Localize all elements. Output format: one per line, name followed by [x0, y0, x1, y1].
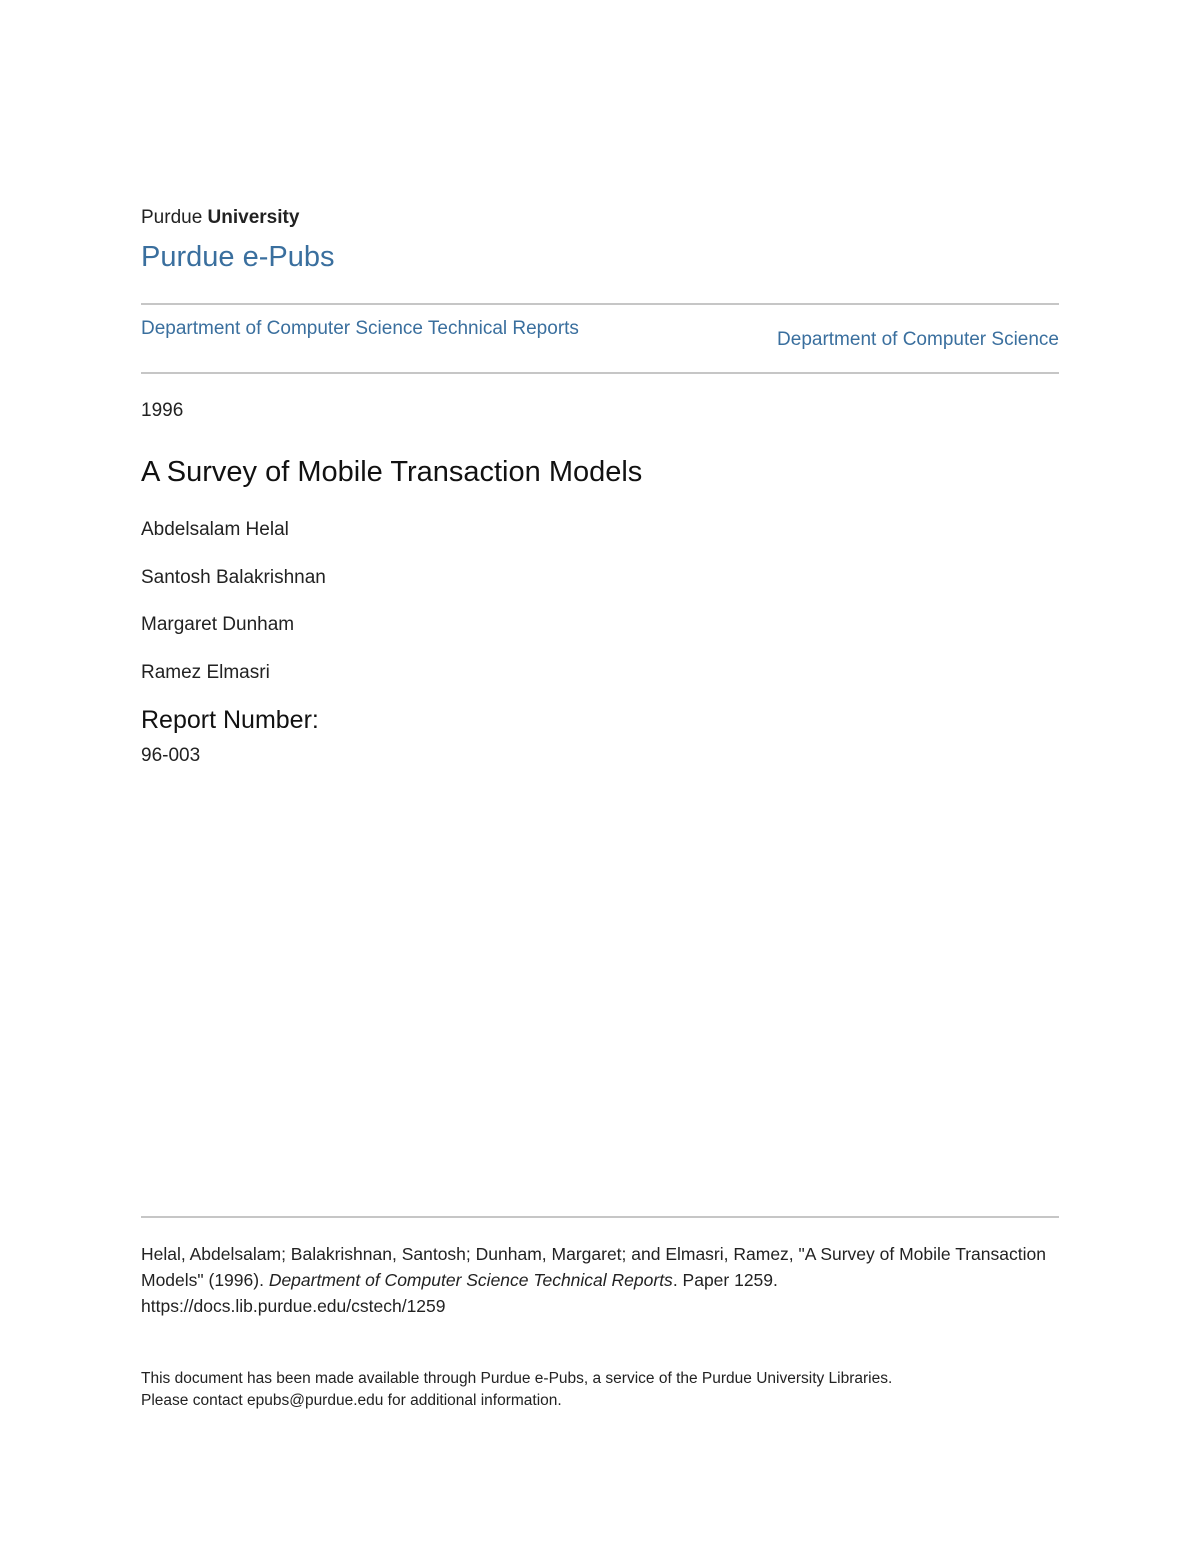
report-number-label: Report Number: — [141, 706, 319, 734]
author-name: Abdelsalam Helal — [141, 519, 289, 540]
document-title: A Survey of Mobile Transaction Models — [141, 456, 643, 488]
author-name: Ramez Elmasri — [141, 661, 270, 683]
citation-url[interactable]: https://docs.lib.purdue.edu/cstech/1259 — [141, 1296, 446, 1316]
author-name: Santosh Balakrishnan — [141, 566, 326, 588]
footer-divider — [141, 1216, 1059, 1218]
citation-block — [141, 1241, 1059, 1319]
citation-journal: Department of Computer Science Technical Reports — [268, 1270, 673, 1290]
report-number: 96-003 — [141, 745, 201, 766]
header-divider-bottom — [141, 372, 1059, 374]
epubs-site-link[interactable]: Purdue e-Pubs — [141, 241, 335, 273]
notice-line-2: Please contact epubs@purdue.edu for additional information. — [141, 1392, 562, 1409]
publication-year: 1996 — [141, 400, 184, 421]
university-name-first: Purdue — [141, 207, 208, 228]
university-name — [141, 207, 299, 229]
citation-text: Helal, Abdelsalam; Balakrishnan, Santosh; Dunham, Margaret; and Elmasri, Ramez, "A Survey of Mobile Transaction Models" (1996). — [141, 1244, 1046, 1290]
series-link[interactable]: Department of Computer Science Technical Reports — [141, 318, 579, 339]
department-link[interactable]: Department of Computer Science — [777, 329, 1059, 350]
citation-paper: . Paper 1259. — [672, 1270, 778, 1290]
notice-line-1: This document has been made available through Purdue e-Pubs, a service of the Purdue University Libraries. — [141, 1370, 893, 1387]
availability-notice — [141, 1368, 1059, 1412]
author-list — [141, 519, 326, 709]
university-name-second: University — [207, 207, 300, 228]
header-divider-top — [141, 303, 1059, 305]
cover-page — [141, 0, 1059, 1553]
author-name: Margaret Dunham — [141, 614, 295, 635]
